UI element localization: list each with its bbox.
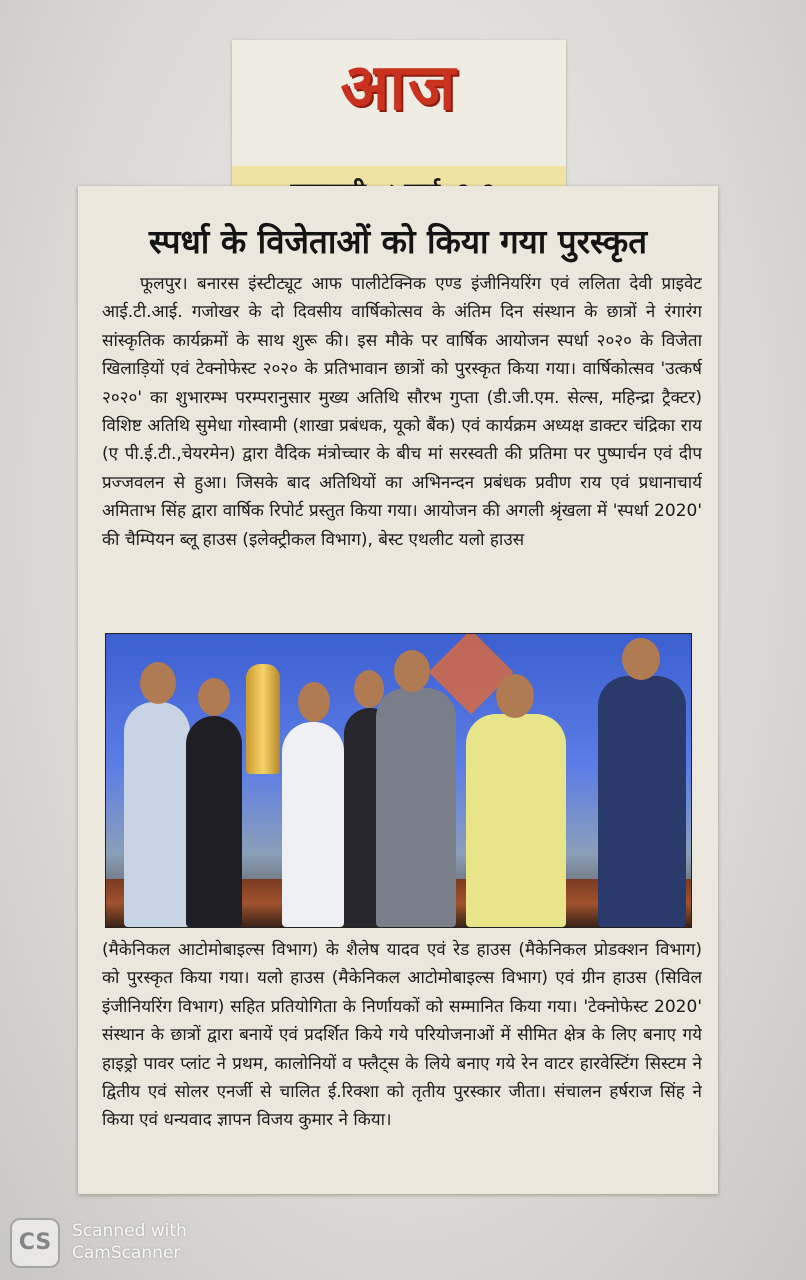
- masthead-clipping: [232, 40, 566, 186]
- camscanner-watermark: [72, 1220, 272, 1264]
- article-headline: स्पर्धा के विजेताओं को किया गया पुरस्कृत: [148, 222, 648, 261]
- person-1: [124, 702, 190, 927]
- article-photo: [105, 633, 692, 928]
- newspaper-logo: आज: [340, 51, 458, 125]
- trophy: [246, 664, 280, 774]
- person-5-head: [394, 650, 430, 692]
- person-2: [186, 716, 242, 927]
- person-3: [282, 722, 344, 927]
- person-7: [598, 676, 686, 927]
- person-6-head: [496, 674, 534, 718]
- camscanner-logo: CS: [10, 1218, 60, 1268]
- watermark-line-2: CamScanner: [72, 1243, 181, 1263]
- article-clipping: [78, 186, 718, 1194]
- article-paragraph-2: (मैकेनिकल आटोमोबाइल्स विभाग) के शैलेष यादव एवं रेड हाउस (मैकेनिकल प्रोडक्शन विभाग) को पुरस्कृत किया गया। यलो हाउस (मैकेनिकल आटोमोबाइल्स विभाग) एवं ग्रीन हाउस (सिविल इंजीनियरिंग विभाग) सहित प्रतियोगिता के निर्णायकों को सम्मानित किया गया। 'टेक्नोफेस्ट 2020' संस्थान के छात्रों द्वारा बनायें एवं प्रदर्शित किये गये परियोजनाओं में सीमित क्षेत्र के लिए बनाए गये हाइड्रो पावर प्लांट ने प्रथम, कालोनियों व फ्लैट्स के लिये बनाए गये रेन वाटर हारवेस्टिंग सिस्टम ने द्वितीय एवं सोलर एनर्जी से चालित ई.रिक्शा को तृतीय पुरस्कार जीता। संचालन हर्षराज सिंह ने किया एवं धन्यवाद ज्ञापन विजय कुमार ने किया।: [102, 940, 702, 1131]
- person-7-head: [622, 638, 660, 680]
- person-6: [466, 714, 566, 927]
- article-paragraph-1: फूलपुर। बनारस इंस्टीट्यूट आफ पालीटेक्निक एण्ड इंजीनियरिंग एवं ललिता देवी प्राइवेट आई.टी.आई. गजोखर के दो दिवसीय वार्षिकोत्सव के अंतिम दिन संस्थान के छात्रों ने रंगारंग सांस्कृतिक कार्यक्रमों के साथ शुरू की। इस मौके पर वार्षिक आयोजन स्पर्धा २०२० के विजेता खिलाड़ियों एवं टेक्नोफेस्ट २०२० के प्रतिभावान छात्रों को पुरस्कृत किया गया। वार्षिकोत्सव 'उत्कर्ष २०२०' का शुभारम्भ परम्परानुसार मुख्य अतिथि सौरभ गुप्ता (डी.जी.एम. सेल्स, महिन्द्रा ट्रैक्टर) विशिष्ट अतिथि सुमेधा गोस्वामी (शाखा प्रबंधक, यूको बैंक) एवं कार्यक्रम अध्यक्ष डाक्टर चंद्रिका राय (ए पी.ई.टी.,चेयरमेन) द्वारा वैदिक मंत्रोच्चार के बीच मां सरस्वती की प्रतिमा पर पुष्पार्चन एवं दीप प्रज्जवलन से हुआ। जिसके बाद अतिथियों का अभिनन्दन प्रबंधक प्रवीण राय एवं प्रधानाचार्य अमिताभ सिंह द्वारा वार्षिक रिपोर्ट प्रस्तुत किया गया। आयोजन की अगली श्रृंखला में 'स्पर्धा 2020' की चैम्पियन ब्लू हाउस (इलेक्ट्रीकल विभाग), बेस्ट एथलीट यलो हाउस: [102, 274, 702, 550]
- person-2-head: [198, 678, 230, 716]
- person-1-head: [140, 662, 176, 704]
- person-3-head: [298, 682, 330, 722]
- watermark-line-1: Scanned with: [72, 1221, 187, 1241]
- person-5: [376, 688, 456, 927]
